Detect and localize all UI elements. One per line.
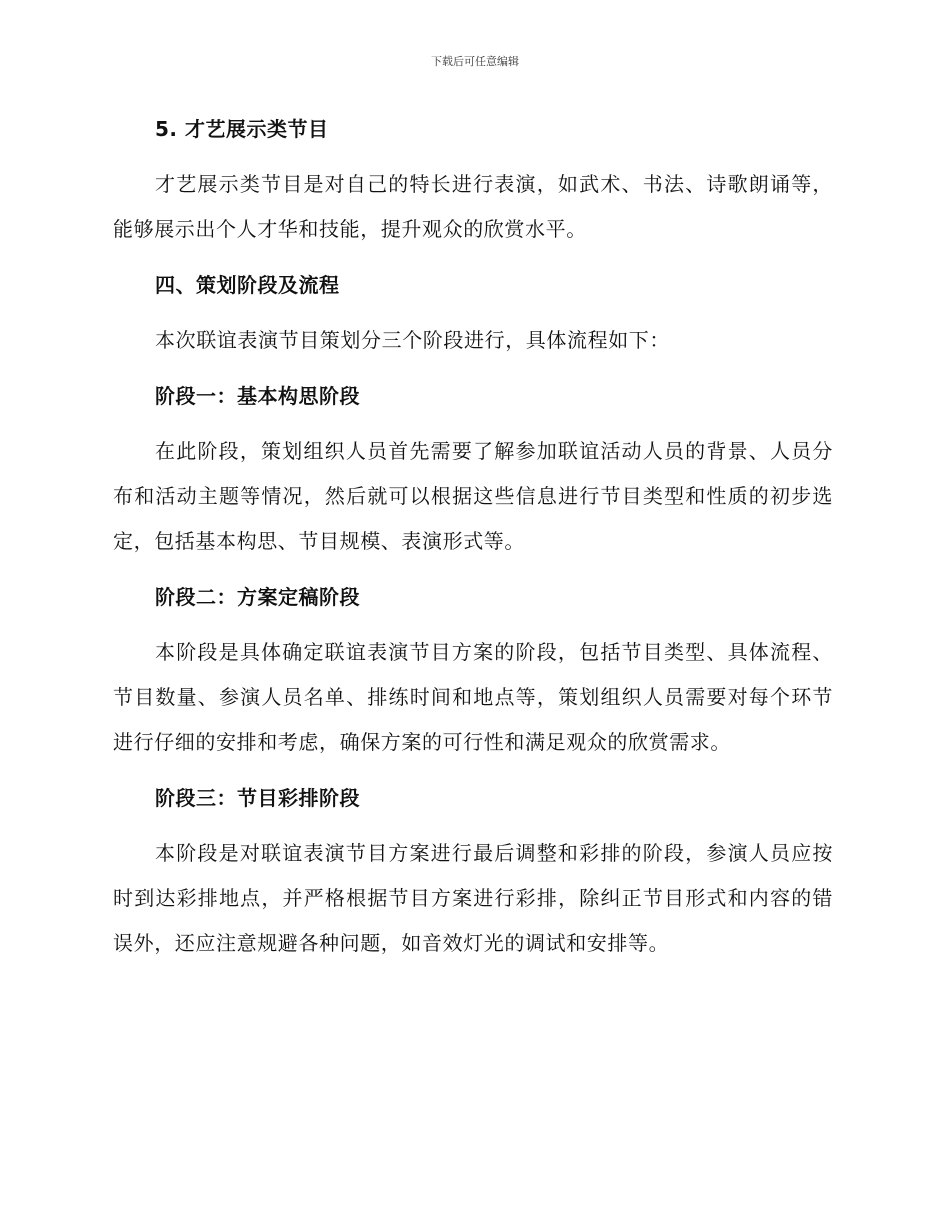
section-heading-phase3: 阶段三：节目彩排阶段 bbox=[155, 786, 360, 810]
section-heading-phase1: 阶段一：基本构思阶段 bbox=[155, 384, 360, 408]
paragraph-talent: 才艺展示类节目是对自己的特长进行表演，如武术、书法、诗歌朗诵等，能够展示出个人才华和技能，提升观众的欣赏水平。 bbox=[113, 172, 833, 241]
header-note: 下载后可任意编辑 bbox=[431, 55, 519, 68]
document-body bbox=[113, 108, 833, 966]
section-heading-stages: 四、策划阶段及流程 bbox=[155, 273, 340, 297]
paragraph-phase2: 本阶段是具体确定联谊表演节目方案的阶段，包括节目类型、具体流程、节目数量、参演人员名单、排练时间和地点等，策划组织人员需要对每个环节进行仔细的安排和考虑，确保方案的可行性和满足观众的欣赏需求。 bbox=[113, 640, 833, 754]
section-heading-talent: 5. 才艺展示类节目 bbox=[155, 117, 329, 141]
paragraph-phase3: 本阶段是对联谊表演节目方案进行最后调整和彩排的阶段，参演人员应按时到达彩排地点，并严格根据节目方案进行彩排，除纠正节目形式和内容的错误外，还应注意规避各种问题，如音效灯光的调试和安排等。 bbox=[113, 841, 833, 955]
paragraph-phase1: 在此阶段，策划组织人员首先需要了解参加联谊活动人员的背景、人员分布和活动主题等情况，然后就可以根据这些信息进行节目类型和性质的初步选定，包括基本构思、节目规模、表演形式等。 bbox=[113, 439, 833, 553]
section-heading-phase2: 阶段二：方案定稿阶段 bbox=[155, 585, 360, 609]
paragraph-stage-intro: 本次联谊表演节目策划分三个阶段进行，具体流程如下： bbox=[155, 328, 670, 352]
